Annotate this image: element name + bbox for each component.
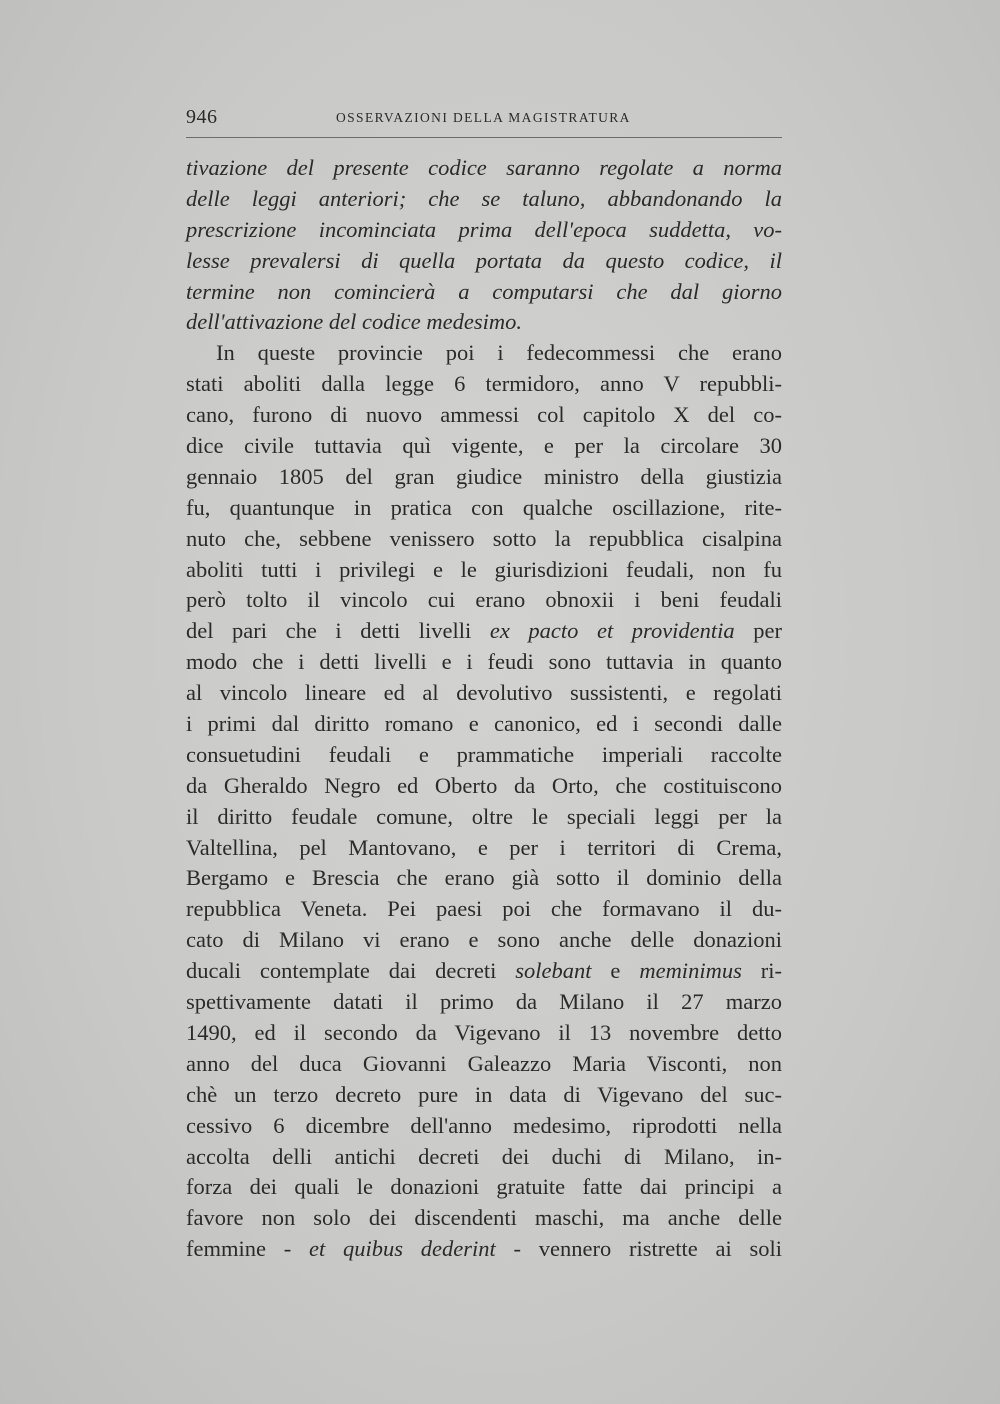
text-line [186,1234,782,1265]
text-line: da Gheraldo Negro ed Oberto da Orto, che costituiscono [186,772,782,798]
text-line: In queste provincie poi i fedecommessi che erano [216,340,782,366]
text-run: e [591,958,640,984]
italic-phrase: et quibus dederint [309,1236,496,1262]
header-rule [186,137,782,138]
text-line: il diritto feudale comune, oltre le speciali leggi per la [186,803,782,829]
text-line: dice civile tuttavia quì vigente, e per la circolare 30 [186,433,782,459]
text-line: cessivo 6 dicembre dell'anno medesimo, riprodotti nella [186,1112,782,1138]
text-line: anno del duca Giovanni Galeazzo Maria Visconti, non [186,1050,782,1076]
text-run: del pari che i detti livelli [186,618,490,644]
text-line: però tolto il vincolo cui erano obnoxii i beni feudali [186,587,782,613]
text-run: per [734,618,782,644]
text-line: accolta delli antichi decreti dei duchi di Milano, in- [186,1143,782,1169]
text-line: delle leggi anteriori; che se taluno, abbandonando la [186,185,782,211]
text-line [186,956,782,987]
text-line: gennaio 1805 del gran giudice ministro della giustizia [186,463,782,489]
text-line: lesse prevalersi di quella portata da questo codice, il [186,247,782,273]
text-line: chè un terzo decreto pure in data di Vigevano del suc- [186,1081,782,1107]
text-line: termine non comincierà a computarsi che dal giorno [186,278,782,304]
text-line: i primi dal diritto romano e canonico, ed i secondi dalle [186,711,782,737]
italic-phrase: ex pacto et providentia [489,618,735,644]
text-run: - vennero ristrette ai soli [495,1236,783,1262]
body-text [186,153,782,1265]
text-run: femmine - [186,1236,309,1262]
text-line: fu, quantunque in pratica con qualche oscillazione, rite- [186,494,782,520]
text-line: repubblica Veneta. Pei paesi poi che formavano il du- [186,896,782,922]
text-line: Bergamo e Brescia che erano già sotto il dominio della [186,865,782,891]
text-line: Valtellina, pel Mantovano, e per i territori di Crema, [186,834,782,860]
page-number: 946 [186,106,218,128]
running-head: OSSERVAZIONI DELLA MAGISTRATURA [336,110,631,125]
text-line [186,616,782,647]
text-line: spettivamente datati il primo da Milano il 27 marzo [186,989,782,1015]
text-run: ducali contemplate dai decreti [186,958,516,984]
page-header [186,106,782,130]
text-line: modo che i detti livelli e i feudi sono tuttavia in quanto [186,649,782,675]
italic-phrase: meminimus [639,958,742,984]
text-run: ri- [741,958,782,984]
text-line: al vincolo lineare ed al devolutivo sussistenti, e regolati [186,680,782,706]
italic-phrase: solebant [515,958,592,984]
text-line: cano, furono di nuovo ammessi col capitolo X del co- [186,402,782,428]
text-line: aboliti tutti i privilegi e le giurisdizioni feudali, non fu [186,556,782,582]
text-line: favore non solo dei discendenti maschi, ma anche delle [186,1205,782,1231]
text-line: cato di Milano vi erano e sono anche delle donazioni [186,927,782,953]
text-line: consuetudini feudali e prammatiche imperiali raccolte [186,741,782,767]
text-line: tivazione del presente codice saranno regolate a norma [186,155,782,180]
text-line: stati aboliti dalla legge 6 termidoro, anno V repubbli- [186,371,782,397]
text-line: dell'attivazione del codice medesimo. [186,309,522,335]
text-line: prescrizione incominciata prima dell'epoca suddetta, vo- [186,216,782,242]
text-line: 1490, ed il secondo da Vigevano il 13 novembre detto [186,1019,782,1045]
text-line: forza dei quali le donazioni gratuite fatte dai principi a [186,1174,782,1200]
text-line: nuto che, sebbene venissero sotto la repubblica cisalpina [186,525,782,551]
